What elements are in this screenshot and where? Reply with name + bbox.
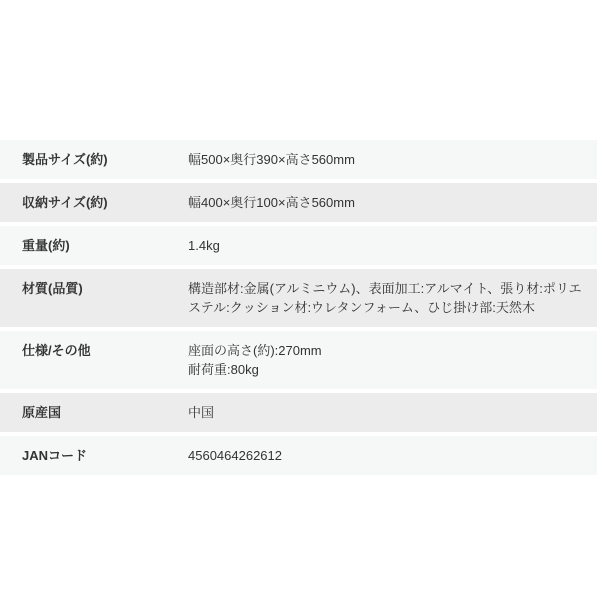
spec-label: 原産国: [22, 405, 62, 420]
spec-value-line: 4560464262612: [188, 448, 282, 463]
spec-value-line: 幅400×奥行100×高さ560mm: [188, 195, 355, 210]
spec-value: [188, 341, 597, 379]
spec-row-3: [0, 269, 597, 327]
spec-value: [188, 279, 597, 317]
spec-value: [188, 446, 597, 465]
spec-label: 材質(品質): [22, 281, 83, 296]
spec-value: [188, 150, 597, 169]
spec-label: 製品サイズ(約): [22, 152, 108, 167]
spec-value: [188, 236, 597, 255]
spec-row-1: [0, 183, 597, 222]
spec-value-line: 幅500×奥行390×高さ560mm: [188, 152, 355, 167]
spec-value: [188, 403, 597, 422]
spec-value: [188, 193, 597, 212]
spec-row-4: [0, 331, 597, 389]
spec-value-line: 1.4kg: [188, 238, 220, 253]
spec-row-6: [0, 436, 597, 475]
spec-value-line: 中国: [188, 405, 215, 420]
spec-row-0: [0, 140, 597, 179]
spec-label: 仕様/その他: [22, 343, 91, 358]
product-spec-table: [0, 140, 597, 479]
spec-value-line: 座面の高さ(約):270mm: [188, 343, 322, 358]
spec-row-2: [0, 226, 597, 265]
spec-label: 重量(約): [22, 238, 70, 253]
spec-value-line: 構造部材:金属(アルミニウム)、表面加工:アルマイト、張り材:ポリエステル:クッション材:ウレタンフォーム、ひじ掛け部:天然木: [188, 281, 582, 315]
spec-label: JANコード: [22, 448, 88, 463]
spec-row-5: [0, 393, 597, 432]
spec-label: 収納サイズ(約): [22, 195, 108, 210]
spec-value-line: 耐荷重:80kg: [188, 362, 259, 377]
